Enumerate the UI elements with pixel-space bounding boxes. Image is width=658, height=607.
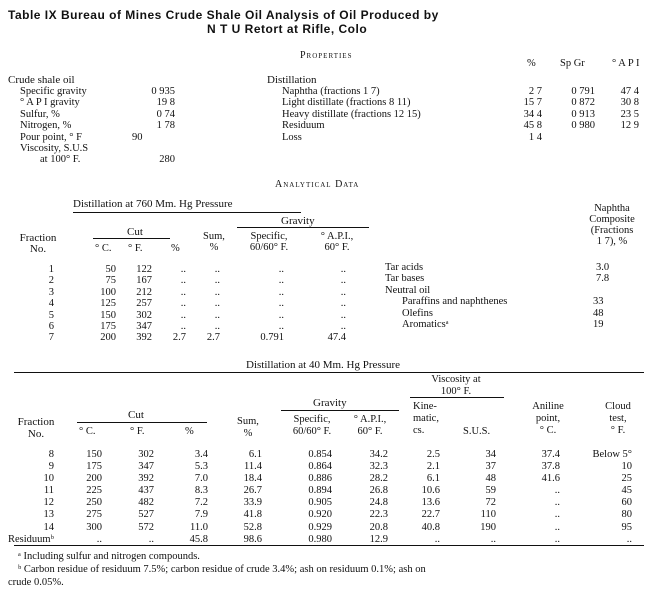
naphtha-value: 48 xyxy=(593,307,604,319)
table-cell: .. xyxy=(554,509,560,521)
table-cell: .. xyxy=(278,309,284,321)
table760-c-header: ° C. xyxy=(95,243,112,254)
table40-fraction-header xyxy=(8,416,64,440)
table40-col-no xyxy=(8,449,54,546)
table-cell: 275 xyxy=(86,509,102,521)
header-text: % xyxy=(243,428,253,439)
table-cell: 100 xyxy=(100,286,116,298)
table-cell: 527 xyxy=(138,509,154,521)
naphtha-value: 7.8 xyxy=(596,273,610,285)
table-cell: 26.8 xyxy=(369,485,388,497)
distillation-spgr-value: 0 913 xyxy=(571,108,595,120)
header-text: cs. xyxy=(413,425,425,436)
table-cell: .. xyxy=(278,286,284,298)
table760-f-header: ° F. xyxy=(128,243,143,254)
distillation-spgr-value: 0 980 xyxy=(571,120,595,132)
table-cell: 2.5 xyxy=(426,449,440,460)
table40-kin-header xyxy=(413,401,439,437)
distillation-spgr-value: 0 872 xyxy=(571,97,595,109)
distillation-api-value: 30 8 xyxy=(620,97,639,109)
table-cell: .. xyxy=(340,309,346,321)
table-cell: 8.3 xyxy=(194,485,208,497)
table-cell: .. xyxy=(278,275,284,287)
table-cell: 6.1 xyxy=(426,473,440,485)
table40-col-f xyxy=(124,449,154,546)
naphtha-value: 19 xyxy=(593,318,604,330)
table-cell: .. xyxy=(278,264,284,275)
table-cell: .. xyxy=(554,485,560,497)
distillation-api-value: 12 9 xyxy=(620,120,639,132)
table-cell: 11.4 xyxy=(244,461,262,473)
header-text: ° C. xyxy=(539,425,557,436)
table40-cut-rule xyxy=(77,422,207,423)
distillation-api xyxy=(605,86,639,143)
table40-col-kin xyxy=(408,449,440,546)
distillation-pct-value: 1 4 xyxy=(528,131,542,143)
table-cell: 3 xyxy=(48,286,54,298)
table760-col-c xyxy=(92,264,116,344)
table40-col-c xyxy=(74,449,102,546)
crude-label: Pour point, ° F xyxy=(20,131,82,143)
table760-gravity-header: Gravity xyxy=(281,215,315,227)
table-cell: Below 5° xyxy=(592,449,632,460)
table-cell: 13 xyxy=(43,509,54,521)
crude-label: Sulfur, % xyxy=(20,108,60,120)
table-cell: 2.7 xyxy=(206,332,220,344)
col-header-api: ° A P I xyxy=(612,58,640,69)
analytical-heading: Analytical Data xyxy=(275,179,360,190)
table-cell: 300 xyxy=(86,521,102,533)
table-cell: .. xyxy=(554,521,560,533)
naphtha-label: Tar bases xyxy=(385,273,425,285)
table40-cloud-header xyxy=(592,401,644,437)
table-cell: 572 xyxy=(138,521,154,533)
table760-col-api xyxy=(318,264,346,344)
table760-col-no xyxy=(40,264,54,344)
table-cell: .. xyxy=(180,309,186,321)
table-cell: 12 xyxy=(43,497,54,509)
table-cell: 25 xyxy=(621,473,632,485)
header-text: 100° F. xyxy=(440,386,472,397)
distillation-heading: Distillation xyxy=(267,74,317,86)
naphtha-value xyxy=(596,285,636,296)
naphtha-value: 33 xyxy=(593,296,604,308)
table40-col-spec xyxy=(292,449,332,546)
table-cell: .. xyxy=(340,298,346,310)
table-cell: 250 xyxy=(86,497,102,509)
table-title-line1: Table IX Bureau of Mines Crude Shale Oil Analysis of Oil Produced by xyxy=(8,8,439,22)
table-cell: 95 xyxy=(621,521,632,533)
table-cell: 60 xyxy=(621,497,632,509)
table-cell: 2 xyxy=(48,275,54,287)
header-text: ° F. xyxy=(610,425,626,436)
table-cell: 11.0 xyxy=(190,521,208,533)
naphtha-labels xyxy=(385,262,575,330)
table760-cut-rule xyxy=(93,238,170,239)
table760-col-spec xyxy=(248,264,284,344)
table40-cut-header: Cut xyxy=(128,409,144,421)
crude-label: Specific gravity xyxy=(20,86,87,97)
table-cell: 40.8 xyxy=(421,521,440,533)
crude-value: 1 78 xyxy=(156,120,175,132)
table760-col-pct xyxy=(164,264,186,344)
table-cell: 47.4 xyxy=(327,332,346,344)
table-cell: 1 xyxy=(48,264,54,275)
table40-gravity-rule xyxy=(281,410,399,411)
table-cell: 0.980 xyxy=(308,533,332,545)
table40-col-cloud xyxy=(580,449,632,546)
table-cell: 302 xyxy=(138,449,154,460)
table-cell: 50 xyxy=(105,264,116,275)
table760-col-sum xyxy=(198,264,220,344)
table-cell: 33.9 xyxy=(243,497,262,509)
distillation-label: Residuum xyxy=(282,120,325,132)
distillation-label: Heavy distillate (fractions 12 15) xyxy=(282,108,421,120)
table-cell: 10.6 xyxy=(421,485,440,497)
header-text: Sum, xyxy=(203,231,225,242)
table-cell: 6.1 xyxy=(248,449,262,460)
header-text: Kine- xyxy=(413,401,437,412)
crude-value: 0 74 xyxy=(156,108,175,120)
table-cell: 122 xyxy=(136,264,152,275)
header-text: 1 7), % xyxy=(596,236,628,247)
table-cell: .. xyxy=(340,264,346,275)
table-cell: 11 xyxy=(43,485,54,497)
distillation-api-value: 23 5 xyxy=(620,108,639,120)
table-cell: 225 xyxy=(86,485,102,497)
table-cell: 37.4 xyxy=(541,449,560,460)
table-cell: 10 xyxy=(43,473,54,485)
crude-value: 19 8 xyxy=(156,97,175,109)
table-cell: 437 xyxy=(138,485,154,497)
table-cell: 150 xyxy=(100,309,116,321)
table-cell: 10 xyxy=(621,461,632,473)
table-cell: 34 xyxy=(485,449,496,460)
table760-spec-header xyxy=(238,232,300,253)
distillation-pct-value: 45 8 xyxy=(523,120,542,132)
distillation-api-value: 47 4 xyxy=(620,86,639,97)
table760-col-f xyxy=(128,264,152,344)
naphtha-label: Neutral oil xyxy=(385,284,431,296)
table40-col-sus xyxy=(466,449,496,546)
table-cell: 45 xyxy=(621,485,632,497)
header-text: 60/60° F. xyxy=(249,241,289,253)
table-cell: 482 xyxy=(138,497,154,509)
table-cell: .. xyxy=(490,533,496,545)
distillation-pct-value: 15 7 xyxy=(523,97,542,109)
table-cell: 75 xyxy=(105,275,116,287)
table-cell: 6 xyxy=(48,320,54,332)
table-cell: 2.1 xyxy=(426,461,440,473)
table-cell: 18.4 xyxy=(243,473,262,485)
table-cell: 392 xyxy=(136,332,152,344)
table-cell: 257 xyxy=(136,298,152,310)
table40-c-header: ° C. xyxy=(79,426,96,437)
crude-value: 90 xyxy=(132,131,143,143)
table40-visc-header xyxy=(406,374,506,398)
distillation-api-value xyxy=(605,132,639,143)
table-cell: .. xyxy=(180,275,186,287)
table-cell: .. xyxy=(214,275,220,287)
crude-value: 280 xyxy=(159,154,175,166)
table-cell: 7 xyxy=(48,332,54,344)
table-cell: 0.854 xyxy=(308,449,332,460)
table760-pct-header: % xyxy=(171,243,180,254)
table-cell: 0.929 xyxy=(308,521,332,533)
table-cell: 0.894 xyxy=(308,485,332,497)
crude-values-a xyxy=(120,86,175,166)
header-text: point, xyxy=(535,413,561,424)
table760-cut-header: Cut xyxy=(127,226,143,238)
table-cell: 41.6 xyxy=(541,473,560,485)
table-cell: 72 xyxy=(485,497,496,509)
footnote-a: ᵃ Including sulfur and nitrogen compounds. xyxy=(18,551,200,562)
table-cell: 392 xyxy=(138,473,154,485)
table40-gravity-header: Gravity xyxy=(313,397,347,409)
footnote-b-line2: crude 0.05%. xyxy=(8,577,64,588)
header-text: Fraction xyxy=(19,232,57,244)
crude-value xyxy=(120,143,175,154)
table760-api-header xyxy=(308,232,366,253)
properties-heading: Properties xyxy=(300,50,353,61)
table40-bottom-rule xyxy=(14,545,644,546)
table40-spec-header xyxy=(280,414,344,438)
distillation-spgr-value xyxy=(555,132,595,143)
naphtha-label: Paraffins and naphthenes xyxy=(402,296,508,308)
table-cell: 9 xyxy=(48,461,54,473)
table-cell: 41.8 xyxy=(243,509,262,521)
header-text: Naphtha xyxy=(594,203,630,214)
crude-heading: Crude shale oil xyxy=(8,74,75,86)
table-cell: .. xyxy=(180,264,186,275)
header-text: Specific, xyxy=(293,414,331,425)
table-cell: 200 xyxy=(100,332,116,344)
header-text: 60° F. xyxy=(357,426,383,437)
table40-visc-rule xyxy=(410,397,504,398)
table-cell: 12.9 xyxy=(369,533,388,545)
header-text: Aniline xyxy=(532,401,564,412)
table-cell: .. xyxy=(626,533,632,545)
table-cell: 5.3 xyxy=(194,461,208,473)
table-cell: 59 xyxy=(485,485,496,497)
header-text: 60° F. xyxy=(324,241,350,253)
table760-heading: Distillation at 760 Mm. Hg Pressure xyxy=(73,198,233,210)
header-text: Sum, xyxy=(237,416,259,427)
table-cell: 0.905 xyxy=(308,497,332,509)
table-cell: 0.864 xyxy=(308,461,332,473)
header-text: ° A.P.I., xyxy=(320,231,354,242)
header-text: % xyxy=(209,241,219,253)
table40-col-sum xyxy=(230,449,262,546)
table-cell: 7.0 xyxy=(194,473,208,485)
table-cell: 0.791 xyxy=(260,332,284,344)
table-cell: 4 xyxy=(48,298,54,310)
header-text: No. xyxy=(27,428,45,440)
distillation-spgr-value: 0 791 xyxy=(571,86,595,97)
table-cell: 3.4 xyxy=(194,449,208,460)
table-cell: 48 xyxy=(485,473,496,485)
table-title-line2: N T U Retort at Rifle, Colo xyxy=(207,22,368,36)
table-cell: 0.886 xyxy=(308,473,332,485)
header-text: Viscosity at xyxy=(431,374,481,385)
table-cell: 22.3 xyxy=(369,509,388,521)
table-cell: 7.9 xyxy=(194,509,208,521)
table-cell: 28.2 xyxy=(369,473,388,485)
table760-gravity-rule xyxy=(237,227,369,228)
table40-col-anil xyxy=(528,449,560,546)
table-cell: .. xyxy=(278,320,284,332)
table-cell: .. xyxy=(180,286,186,298)
distillation-label: Loss xyxy=(282,131,302,143)
table-cell: 37 xyxy=(485,461,496,473)
naphtha-values xyxy=(593,262,636,330)
table-cell: 34.2 xyxy=(369,449,388,460)
naphtha-value: 3.0 xyxy=(596,262,610,273)
naphtha-label: Aromaticsᵃ xyxy=(402,318,449,330)
table40-col-api xyxy=(354,449,388,546)
table40-heading: Distillation at 40 Mm. Hg Pressure xyxy=(246,359,400,371)
table-cell: 150 xyxy=(86,449,102,460)
distillation-label: Light distillate (fractions 8 11) xyxy=(282,97,411,109)
table-cell: .. xyxy=(214,298,220,310)
table-cell: 80 xyxy=(621,509,632,521)
header-text: Fraction xyxy=(17,416,55,428)
table-cell: .. xyxy=(180,320,186,332)
table-cell: .. xyxy=(214,309,220,321)
table-cell: 98.6 xyxy=(243,533,262,545)
naphtha-label: Tar acids xyxy=(385,262,424,273)
table-cell: 175 xyxy=(100,320,116,332)
crude-label: Viscosity, S.U.S xyxy=(20,142,89,154)
table-cell: 347 xyxy=(138,461,154,473)
table-cell: 0.920 xyxy=(308,509,332,521)
distillation-spgr xyxy=(555,86,595,143)
header-text: ° A.P.I., xyxy=(353,414,387,425)
table-cell: .. xyxy=(434,533,440,545)
table-cell: .. xyxy=(554,497,560,509)
header-text: 60/60° F. xyxy=(292,426,332,437)
table40-col-pct xyxy=(176,449,208,546)
table-cell: 200 xyxy=(86,473,102,485)
header-text: Composite xyxy=(589,214,635,225)
table-cell: .. xyxy=(340,275,346,287)
table-cell: 110 xyxy=(480,509,496,521)
crude-label: Nitrogen, % xyxy=(20,120,72,132)
table40-sum-header xyxy=(230,416,266,440)
table-cell: 5 xyxy=(48,309,54,321)
header-text: Specific, xyxy=(250,231,288,242)
crude-label: ° A P I gravity xyxy=(20,97,80,109)
table-cell: .. xyxy=(96,533,102,545)
table-cell: .. xyxy=(554,533,560,545)
table-cell: 45.8 xyxy=(189,533,208,545)
table40-f-header: ° F. xyxy=(130,426,145,437)
table-cell: .. xyxy=(214,320,220,332)
table40-top-rule xyxy=(14,372,644,373)
naphtha-header xyxy=(574,203,650,247)
table-cell: .. xyxy=(340,320,346,332)
table760-fraction-header xyxy=(10,233,66,255)
table-cell: 13.6 xyxy=(421,497,440,509)
crude-label: at 100° F. xyxy=(40,154,81,166)
table-cell: .. xyxy=(214,286,220,298)
table-cell: 32.3 xyxy=(369,461,388,473)
table-cell: 175 xyxy=(86,461,102,473)
table-cell: .. xyxy=(180,298,186,310)
distillation-pct xyxy=(508,86,542,143)
header-text: Cloud xyxy=(605,401,631,412)
table-cell: 347 xyxy=(136,320,152,332)
crude-value: 0 935 xyxy=(151,86,175,97)
header-text: (Fractions xyxy=(590,225,634,236)
table-cell: 190 xyxy=(480,521,496,533)
table40-pct-header: % xyxy=(185,426,194,437)
distillation-label: Naphtha (fractions 1 7) xyxy=(282,86,380,97)
table-cell: 212 xyxy=(136,286,152,298)
table40-sus-header: S.U.S. xyxy=(463,426,491,437)
table-cell: 20.8 xyxy=(369,521,388,533)
table-cell: .. xyxy=(214,264,220,275)
col-header-pct: % xyxy=(527,58,536,69)
table-cell: 14 xyxy=(43,521,54,533)
table-cell: 167 xyxy=(136,275,152,287)
table40-aniline-header xyxy=(520,401,576,437)
distillation-labels xyxy=(282,86,512,143)
table-cell: 302 xyxy=(136,309,152,321)
table-cell: .. xyxy=(340,286,346,298)
table-cell: 37.8 xyxy=(541,461,560,473)
table-cell: 2.7 xyxy=(172,332,186,344)
table-cell: 8 xyxy=(48,449,54,460)
header-text: No. xyxy=(29,243,47,255)
table-cell: .. xyxy=(278,298,284,310)
table-cell: 26.7 xyxy=(243,485,262,497)
table-cell: 52.8 xyxy=(243,521,262,533)
table760-heading-rule xyxy=(73,212,301,213)
table-cell: Residuumᵇ xyxy=(8,533,54,545)
distillation-pct-value: 34 4 xyxy=(523,108,542,120)
footnote-b-line1: ᵇ Carbon residue of residuum 7.5%; carbon residue of crude 3.4%; ash on residuum 0.1%; ash on xyxy=(18,564,426,575)
table40-api-header xyxy=(340,414,400,438)
header-text: test, xyxy=(609,413,627,424)
table-cell: 125 xyxy=(100,298,116,310)
table-cell: 24.8 xyxy=(369,497,388,509)
distillation-pct-value: 2 7 xyxy=(528,86,542,97)
table-cell: 22.7 xyxy=(421,509,440,521)
table760-sum-header xyxy=(196,232,232,253)
naphtha-label: Olefins xyxy=(402,307,433,319)
table-cell: .. xyxy=(148,533,154,545)
table-cell: 7.2 xyxy=(194,497,208,509)
col-header-spgr: Sp Gr xyxy=(560,58,585,69)
header-text: matic, xyxy=(413,413,439,424)
